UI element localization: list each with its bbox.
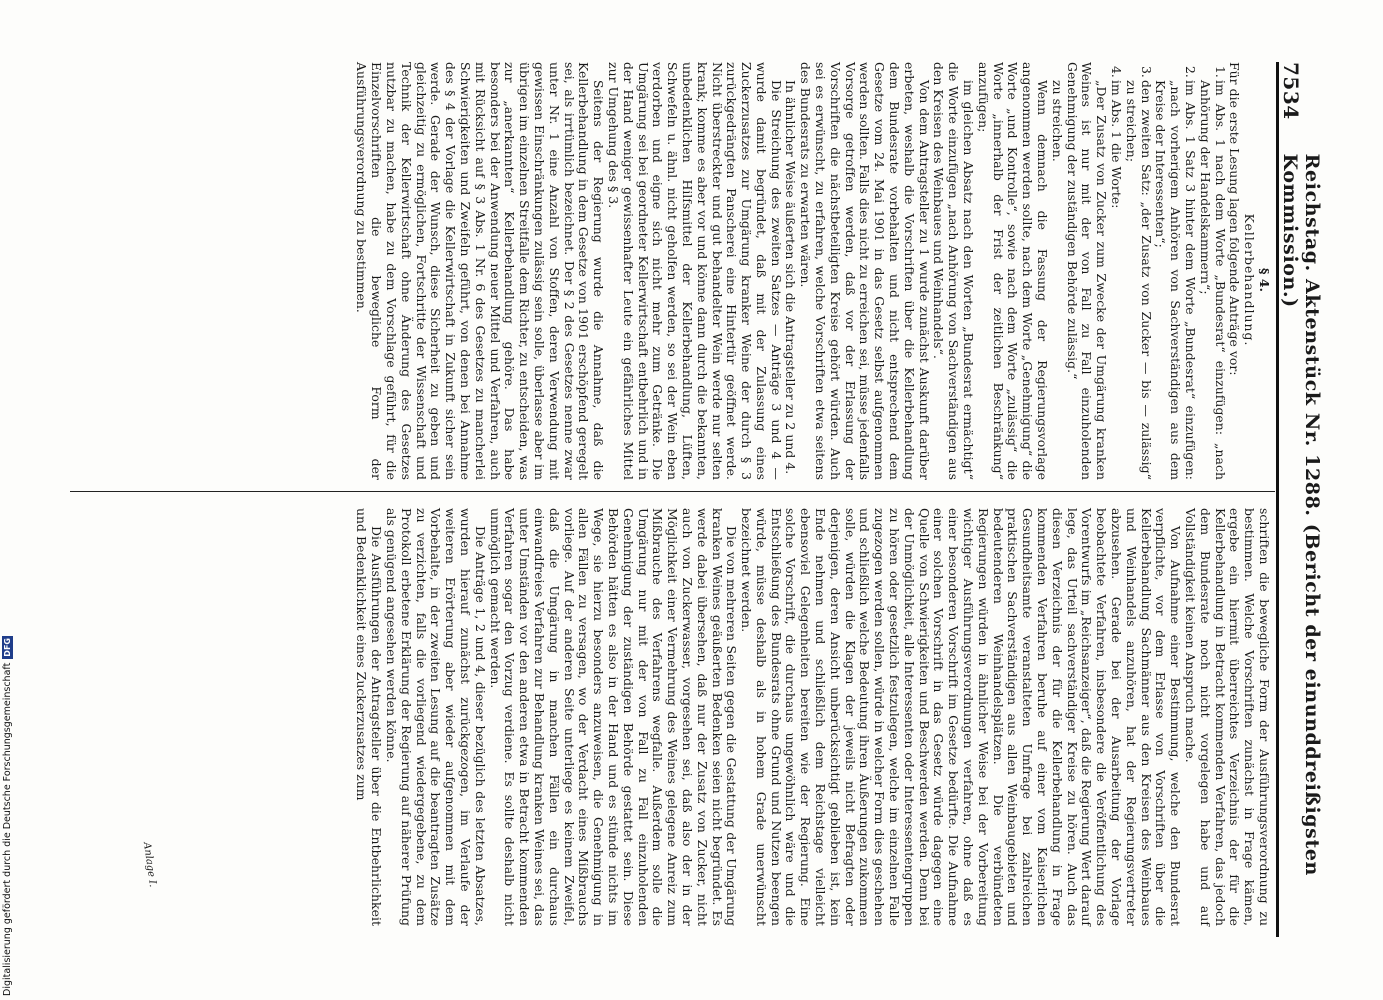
page-header (1276, 62, 1323, 937)
list-item: 2.im Abs. 1 Satz 3 hinter dem Worte „Bundesrat“ einzufügen: „nach vorherigem Anhören von Sachverständigen aus dem Kreise der Interessenten“; (1153, 66, 1199, 480)
page-title: Reichstag. Aktenstück Nr. 1288. (Bericht der einunddreißigsten Kommission.) (1279, 153, 1323, 876)
digitization-credit (2, 16, 13, 996)
paragraph: schriften die bewegliche Form der Ausführungsverordnung zu bestimmen. Welche Vorschriften zunächst in Frage kämen, ergebe ein hiermit überreichtes Verzeichnis der für die Kellerbehandlung in Betracht kommenden Verfahren, das jedoch dem Bundesrate noch nicht vorgelegen habe und auf Vollständigkeit keinen Anspruch mache. (1183, 508, 1272, 926)
dfg-logo: DFG (3, 638, 12, 657)
quoted-text: „Der Zusatz von Zucker zum Zwecke der Umgärung kranken Weines ist nur mit der von Fall zu Fall einzuholenden Genehmigung der zuständigen Behörde zulässig.“ (1064, 62, 1110, 480)
paragraph: im gleichen Absatz nach den Worten „Bundesrat ermächtigt“ die Worte einzufügen „nach Anhörung von Sachverständigen aus den Kreisen des Weinbaues und Weinhandels“. (931, 62, 977, 480)
paragraph: Seitens der Regierung wurde die Annahme, daß die Kellerbehandlung in dem Gesetze von 1901 erschöpfend geregelt sei, als irrtümlich bezeichnet. Der § 2 des Gesetzes nenne zwar unter Nr. 1 eine Anzahl von Stoffen, deren Verwendung mit gewissen Einschränkungen zulässig sein solle, überlasse aber im übrigen im einzelnen Streitfalle dem Richter, zu entscheiden, was zur „anerkannten“ Kellerbehandlung gehöre. Das habe besonders bei der Anwendung neuer Mittel und Verfahren, auch mit Rücksicht auf § 3 Abs. 1 Nr. 6 des Gesetzes zu mancherlei Schwierigkeiten und Zweifeln geführt, von denen bei Annahme des § 4 der Vorlage die Kellerwirtschaft in Zukunft sicher sein werde. Gerade der Wunsch, diese Sicherheit zu geben und gleichzeitig zu ermöglichen, Fortschritte der Wissenschaft und Technik der Kellerwirtschaft ohne Änderung des Gesetzes nutzbar zu machen, habe zu dem Vorschlage geführt, für die Einzelvorschriften die bewegliche Form der Ausführungsverordnung zu bestimmen. (354, 62, 607, 480)
left-column (354, 62, 1271, 480)
subsection-heading: Kellerbehandlung. (1242, 213, 1258, 347)
paragraph: Von dem Antragsteller zu 1 wurde zunächst Auskunft darüber erbeten, weshalb die Vorschriften über die Kellerbehandlung dem Bundesrate vorbehalten und nicht entsprechend dem Gesetze vom 24. Mai 1901 in das Gesetz selbst aufgenommen werden sollten. Falls dies nicht zu erreichen sei, müsse jedenfalls Vorsorge getroffen werden, daß vor der Erlassung der Vorschriften die nächstbeteiligten Kreise gehört würden. Auch sei es erwünscht, zu erfahren, welche Vorschriften etwa seitens des Bundesrats zu erwarten wären. (798, 62, 932, 480)
section-heading: § 4. (1257, 268, 1272, 292)
list-item: 4.im Abs. 1 die Worte: (1109, 66, 1125, 209)
paragraph: In ähnlicher Weise äußerten sich die Antragsteller zu 2 und 4. (783, 80, 799, 475)
digitization-sidebar (0, 0, 16, 1000)
column-divider (70, 491, 1275, 492)
paragraph: Die Streichung des zweiten Satzes — Anträge 3 und 4 — wurde damit begründet, daß mit der Zulassung eines Zuckerzusatzes zur Umgärung kranker Weine der durch § 3 zurückgedrängten Panscherei eine Hintertür geöffnet werde. Nicht überstreckter und gut behandelter Wein werde nur selten krank; komme es aber vor und könne dann durch die bekannten, unbedenklichen Hilfsmittel der Kellerbehandlung, Lüften, Schwefeln u. ähnl. nicht geholfen werden, so sei der Wein eben verdorben und eigne sich nicht mehr zum Getränke. Die Umgärung sei bei geordneter Kellerwirtschaft entbehrlich und in der Hand weniger gewissenhafter Leute ein gefährliches Mittel zur Umgehung des § 3. (605, 62, 784, 480)
page-number: 7534 (1279, 62, 1303, 120)
right-column (354, 508, 1271, 926)
paragraph: Die Anträge 1, 2 und 4, dieser bezüglich des letzten Absatzes, wurden hierauf zunächst zurückgezogen, im Verlaufe der weiteren Erörterung aber wieder aufgenommen mit dem Vorbehalte, in der zweiten Lesung auf die beantragten Zusätze zu verzichten, falls die vorliegend wiedergegebene, zu dem Protokoll erbetene Erklärung der Regierung auf näherer Prüfung als genügend angesehen werden könne. (383, 508, 488, 926)
paragraph: Die Ausführungen der Antragsteller über die Entbehrlichkeit und Bedenklichkeit eines Zuckerzusatzes zum (354, 508, 385, 926)
motions-list (1108, 62, 1226, 480)
credit-text: Digitalisierung gefördert durch die Deutsche Forschungsgemeinschaft (2, 662, 13, 996)
paragraph: Wenn demnach die Fassung der Regierungsvorlage angenommen werden sollte, nach dem Worte „Genehmigung“ die Worte „und Kontrolle“, sowie nach dem Worte „zulässig“ die Worte „innerhalb der Frist der zeitlichen Beschränkung“ anzufügen; (975, 62, 1051, 480)
paragraph: Von Aufnahme einer Bestimmung, welche den Bundesrat verpflichte, vor dem Erlasse von Vorschriften über die Kellerbehandlung Sachmänner aus den Kreisen des Weinbaues und Weinhandels anzuhören, hat der Regierungsvertreter abzusehen. Gerade bei der Ausarbeitung der Vorlage beobachtete Verfahren, insbesondere die Veröffentlichung des Vorentwurfs im „Reichsanzeiger“, daß die Regierung Wert darauf lege, das Urteil sachverständiger Kreise zu hören. Auch das diesen Verzeichnis der für die Kellerbehandlung in Frage kommenden Verfahren beruhe auf einer vom Kaiserlichen Gesundheitsamte veranstalteten Umfrage bei zahlreichen praktischen Sachverständigen aus allen Weinbaugebieten und bedeutenderen Weinhandelsplätzen. Die verbündeten Regierungen würden in ähnlicher Weise bei der Vorbereitung wichtiger Ausführungsverordnungen verfahren, ohne daß es einer besonderen Vorschrift im Gesetze bedürfte. Die Aufnahme einer solchen Vorschrift in das Gesetz würde dagegen eine Quelle von Schwierigkeiten und Beschwerden werden. Denn bei der Unmöglichkeit, alle Interessenten oder Interessentengruppen zu hören oder gesetzlich festzulegen, welche im einzelnen Falle zugezogen werden sollen, würde in welcher Form dies geschehen und schließlich welche Bedeutung ihren Äußerungen zukommen solle, würden die Klagen der jeweils nicht Befragten oder derjenigen, deren Ansicht unberücksichtigt geblieben ist, kein Ende nehmen und schließlich dem Reichstage vielleicht ebensoviel Gelegenheiten bereiten wie der Regierung. Eine solche Vorschrift, die durchaus ungewöhnlich wäre und die Entschließung des Bundesrats ohne Grund und Nutzen beengen würde, müsse deshalb als in hohem Grade unerwünscht bezeichnet werden. (739, 508, 1184, 926)
paragraph: Die von mehreren Seiten gegen die Gestattung der Umgärung kranken Weines geäußerten Bedenken seien nicht begründet. Es werde dabei übersehen, daß nur der Zusatz von Zucker, nicht auch von Zuckerwasser, vorgesehen sei, daß also der in der Möglichkeit einer Vermehrung des Weines gelegene Anreiz zum Mißbrauche des Verfahrens wegfalle. Außerdem solle die Umgärung nur mit der von Fall zu Fall einzuholenden Genehmigung der zuständigen Behörde gestattet sein. Diese Behörden hätten es also in der Hand und es stünde nichts im Wege, sie hierzu besonders anzuweisen, die Genehmigung in allen Fällen zu versagen, wo der Verdacht eines Mißbrauchs vorliege. Auf der anderen Seite unterliege es keinem Zweifel, daß die Umgärung in manchen Fällen ein durchaus einwandfreies Verfahren zur Behandlung kranken Weines sei, das unter Umständen vor den anderen etwa in Betracht kommenden Verfahren sogar den Vorzug verdiene. Es sollte deshalb nicht unmöglich gemacht werden. (487, 508, 740, 926)
intro-paragraph: Für die erste Lesung lagen folgende Anträge vor: (1227, 62, 1243, 376)
quoted-tail: zu streichen. (1049, 80, 1065, 162)
margin-note: Anlage I. (140, 841, 159, 888)
list-item: 1.im Abs. 1 nach dem Worte „Bundesrat“ einzufügen: „nach Anhörung der Handelskammern“; (1197, 66, 1228, 480)
list-item: 3.den zweiten Satz: „der Zusatz von Zucker — bis — zulässig“ zu streichen; (1123, 66, 1154, 480)
